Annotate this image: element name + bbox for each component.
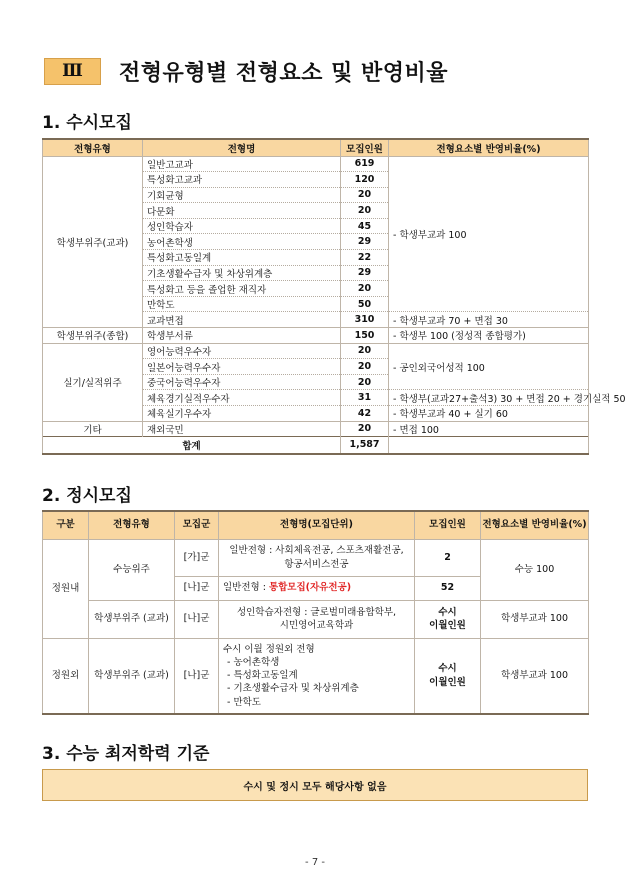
table-header: 전형유형	[43, 139, 143, 156]
ratio-cell: 학생부교과 100	[481, 600, 589, 638]
chapter-number-badge: Ⅲ	[44, 58, 101, 85]
ratio-cell: - 면접 100	[389, 421, 589, 437]
total-label: 합계	[43, 437, 341, 454]
table-header: 전형명(모집단위)	[219, 511, 415, 539]
count-cell: 150	[341, 328, 389, 344]
count-cell: 20	[341, 203, 389, 219]
total-count: 1,587	[341, 437, 389, 454]
count-cell: 29	[341, 265, 389, 281]
name-prefix: 일반전형 :	[223, 582, 269, 594]
name-cell: 기초생활수급자 및 차상위계층	[143, 265, 341, 281]
total-empty	[389, 437, 589, 454]
name-line: 항공서비스전공	[284, 558, 349, 570]
name-cell: 영어능력우수자	[143, 343, 341, 359]
count-cell: 20	[341, 374, 389, 390]
count-cell: 31	[341, 390, 389, 406]
count-cell: 20	[341, 421, 389, 437]
count-cell: 619	[341, 156, 389, 172]
jungsi-table	[42, 510, 589, 715]
name-line: - 특성화고동일계	[227, 670, 298, 682]
name-cell: 교과면접	[143, 312, 341, 328]
table-row	[43, 328, 589, 344]
ratio-cell: - 학생부 100 (정성적 종합평가)	[389, 328, 589, 344]
name-cell: 체육실기우수자	[143, 406, 341, 422]
type-cell: 학생부위주 (교과)	[89, 638, 175, 714]
group-cell: [나]군	[175, 638, 219, 714]
count-cell: 52	[415, 576, 481, 600]
table-row	[43, 156, 589, 172]
table-row	[43, 539, 589, 576]
min-requirement-box: 수시 및 정시 모두 해당사항 없음	[42, 769, 588, 801]
ratio-cell: - 학생부(교과27+출석3) 30 + 면접 20 + 경기실적 50	[389, 390, 589, 406]
chapter-header	[44, 57, 448, 85]
name-line: 일반전형 : 사회체육전공, 스포츠재활전공,	[229, 545, 404, 557]
name-cell: 농어촌학생	[143, 234, 341, 250]
count-cell	[415, 638, 481, 714]
count-line: 이월인원	[429, 620, 466, 631]
name-cell: 재외국민	[143, 421, 341, 437]
name-cell: 다문화	[143, 203, 341, 219]
table-header: 전형요소별 반영비율(%)	[389, 139, 589, 156]
table-header-row	[43, 511, 589, 539]
count-line: 수시	[438, 606, 457, 618]
type-cell: 수능위주	[89, 539, 175, 600]
ratio-cell: 수능 100	[481, 539, 589, 600]
division-cell: 정원외	[43, 638, 89, 714]
section-title-susi: 1. 수시모집	[42, 113, 132, 133]
count-cell: 45	[341, 218, 389, 234]
ratio-cell: - 학생부교과 100	[389, 156, 589, 312]
ratio-cell: 학생부교과 100	[481, 638, 589, 714]
name-line: 시민영어교육학과	[279, 620, 354, 631]
name-cell	[219, 539, 415, 576]
total-row	[43, 437, 589, 454]
name-cell: 체육경기실적우수자	[143, 390, 341, 406]
table-row	[43, 343, 589, 359]
name-cell: 일본어능력우수자	[143, 359, 341, 375]
type-cell: 학생부위주(교과)	[43, 156, 143, 328]
count-cell: 2	[415, 539, 481, 576]
name-line: - 농어촌학생	[227, 656, 280, 668]
name-line: - 기초생활수급자 및 차상위계층	[227, 683, 359, 695]
name-cell: 기회균형	[143, 187, 341, 203]
name-cell: 성인학습자	[143, 218, 341, 234]
table-header: 구분	[43, 511, 89, 539]
name-cell	[219, 576, 415, 600]
table-header: 전형명	[143, 139, 341, 156]
count-cell: 20	[341, 359, 389, 375]
section-title-min-requirement: 3. 수능 최저학력 기준	[42, 744, 210, 764]
count-cell: 20	[341, 343, 389, 359]
name-cell: 학생부서류	[143, 328, 341, 344]
name-line: - 만학도	[227, 696, 261, 708]
chapter-title: 전형유형별 전형요소 및 반영비율	[119, 60, 449, 86]
count-cell: 42	[341, 406, 389, 422]
name-cell: 특성화고교과	[143, 172, 341, 188]
page-number: - 7 -	[305, 857, 325, 868]
type-cell: 학생부위주 (교과)	[89, 600, 175, 638]
count-cell: 120	[341, 172, 389, 188]
table-header: 전형유형	[89, 511, 175, 539]
count-cell: 22	[341, 250, 389, 266]
count-cell: 50	[341, 296, 389, 312]
group-cell: [나]군	[175, 576, 219, 600]
highlight-name: 통합모집(자유전공)	[268, 582, 352, 594]
count-cell: 29	[341, 234, 389, 250]
count-cell: 20	[341, 281, 389, 297]
name-cell: 특성화고동일계	[143, 250, 341, 266]
division-cell: 정원내	[43, 539, 89, 638]
table-header: 모집인원	[415, 511, 481, 539]
name-cell: 특성화고 등을 졸업한 재직자	[143, 281, 341, 297]
name-cell: 일반고교과	[143, 156, 341, 172]
count-cell	[415, 600, 481, 638]
type-cell: 실기/실적위주	[43, 343, 143, 421]
table-header: 모집군	[175, 511, 219, 539]
name-line: 수시 이월 정원외 전형	[223, 643, 315, 655]
type-cell: 학생부위주(종합)	[43, 328, 143, 344]
table-row	[43, 421, 589, 437]
count-cell: 310	[341, 312, 389, 328]
count-line: 수시	[438, 663, 457, 675]
group-cell: [나]군	[175, 600, 219, 638]
type-cell: 기타	[43, 421, 143, 437]
ratio-cell: - 학생부교과 40 + 실기 60	[389, 406, 589, 422]
table-row	[43, 638, 589, 714]
susi-table	[42, 138, 626, 455]
count-line: 이월인원	[429, 676, 466, 688]
name-cell	[219, 638, 415, 714]
name-cell	[219, 600, 415, 638]
name-cell: 중국어능력우수자	[143, 374, 341, 390]
count-cell: 20	[341, 187, 389, 203]
ratio-cell: - 학생부교과 70 + 면접 30	[389, 312, 589, 328]
table-header-row	[43, 139, 589, 156]
table-header: 전형요소별 반영비율(%)	[481, 511, 589, 539]
ratio-cell: - 공인외국어성적 100	[389, 343, 589, 390]
section-title-jungsi: 2. 정시모집	[42, 486, 132, 506]
name-line: 성인학습자전형 : 글로벌미래융합학부,	[236, 606, 397, 618]
name-cell: 만학도	[143, 296, 341, 312]
table-row	[43, 600, 589, 638]
table-header: 모집인원	[341, 139, 389, 156]
group-cell: [가]군	[175, 539, 219, 576]
